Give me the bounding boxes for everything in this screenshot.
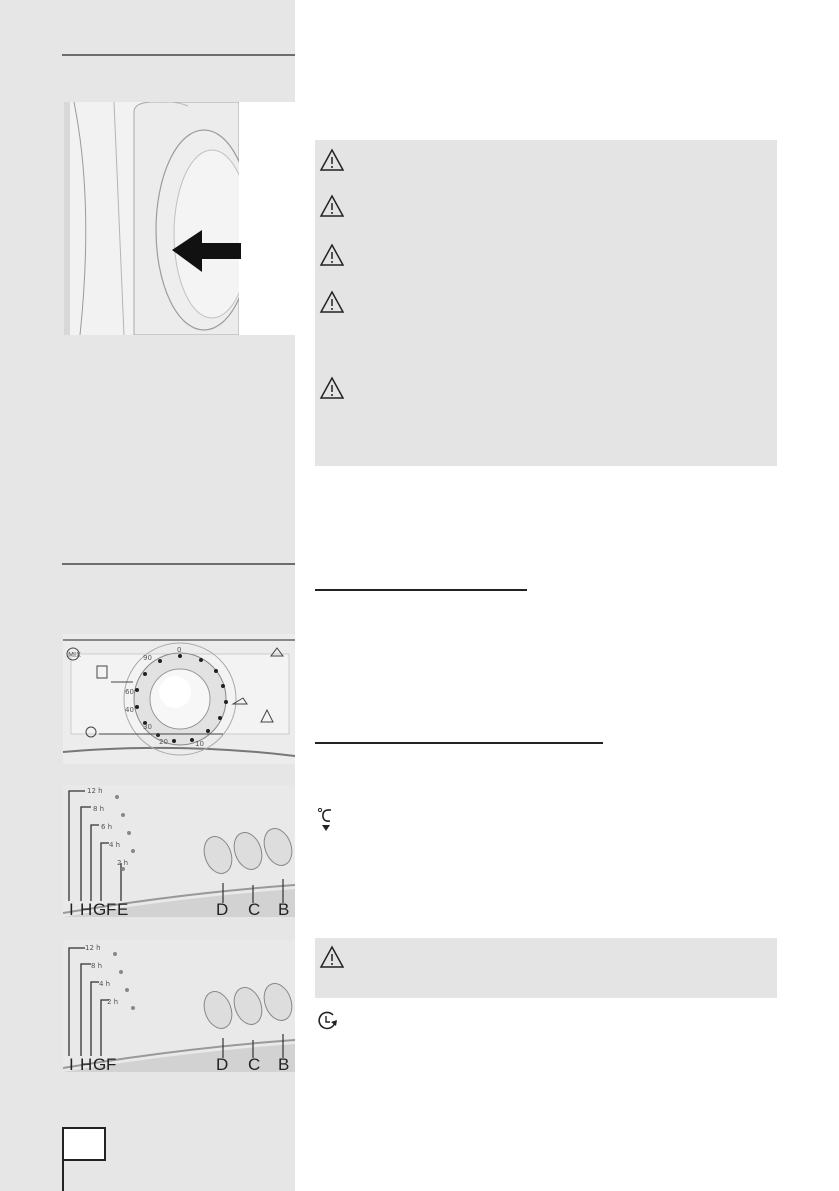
label-f: F: [106, 1055, 117, 1072]
delay-label: 4 h: [109, 841, 121, 849]
page-number-box: [62, 1127, 106, 1161]
warnings-block: [315, 140, 777, 466]
delay-label: 4 h: [99, 980, 111, 988]
delay-label: 12 h: [85, 944, 101, 952]
section-divider: [62, 54, 295, 56]
warning-icon: [319, 290, 345, 314]
label-g: G: [93, 900, 107, 917]
warning-icon: [319, 194, 345, 218]
label-c: C: [248, 900, 261, 917]
warning-icon: [319, 148, 345, 172]
dial-number: 90: [143, 654, 152, 662]
panel-letters: [63, 900, 295, 917]
panel-letters: [63, 1055, 295, 1072]
delay-label: 2 h: [117, 859, 129, 867]
delay-label: 8 h: [93, 805, 105, 813]
dial-number: 0: [177, 646, 182, 654]
heading-underline: [315, 589, 527, 591]
label-g: G: [93, 1055, 107, 1072]
label-h: H: [80, 1055, 93, 1072]
label-i: I: [69, 1055, 74, 1072]
delay-label: 8 h: [91, 962, 103, 970]
warning-icon: [319, 945, 345, 969]
label-d: D: [216, 1055, 229, 1072]
heading-underline: [315, 742, 603, 744]
delay-label: 12 h: [87, 787, 103, 795]
control-panel-without-e: [63, 940, 295, 1072]
warning-icon: [319, 243, 345, 267]
warning-icon: [319, 376, 345, 400]
delay-label: 6 h: [101, 823, 113, 831]
dial-number: 60: [125, 688, 134, 696]
label-b: B: [278, 900, 290, 917]
label-e: E: [117, 900, 129, 917]
label-f: F: [106, 900, 117, 917]
delay-label: 2 h: [107, 998, 119, 1006]
dial-number: 20: [159, 738, 168, 746]
temperature-spin-icon: [316, 806, 336, 832]
control-panel-with-e: [63, 785, 295, 917]
page-margin-line: [62, 1150, 64, 1191]
label-c: C: [248, 1055, 261, 1072]
delay-timer-icon: [316, 1010, 338, 1032]
label-b: B: [278, 1055, 290, 1072]
dial-number: 40: [125, 706, 134, 714]
door-illustration: [64, 102, 295, 335]
mix-icon: MIX: [68, 651, 81, 659]
section-divider: [62, 563, 295, 565]
label-i: I: [69, 900, 74, 917]
dial-number: 10: [195, 740, 204, 748]
warning-note-block: [315, 938, 777, 998]
program-dial-illustration: [63, 634, 295, 764]
dial-number: 30: [143, 723, 152, 731]
label-h: H: [80, 900, 93, 917]
label-d: D: [216, 900, 229, 917]
